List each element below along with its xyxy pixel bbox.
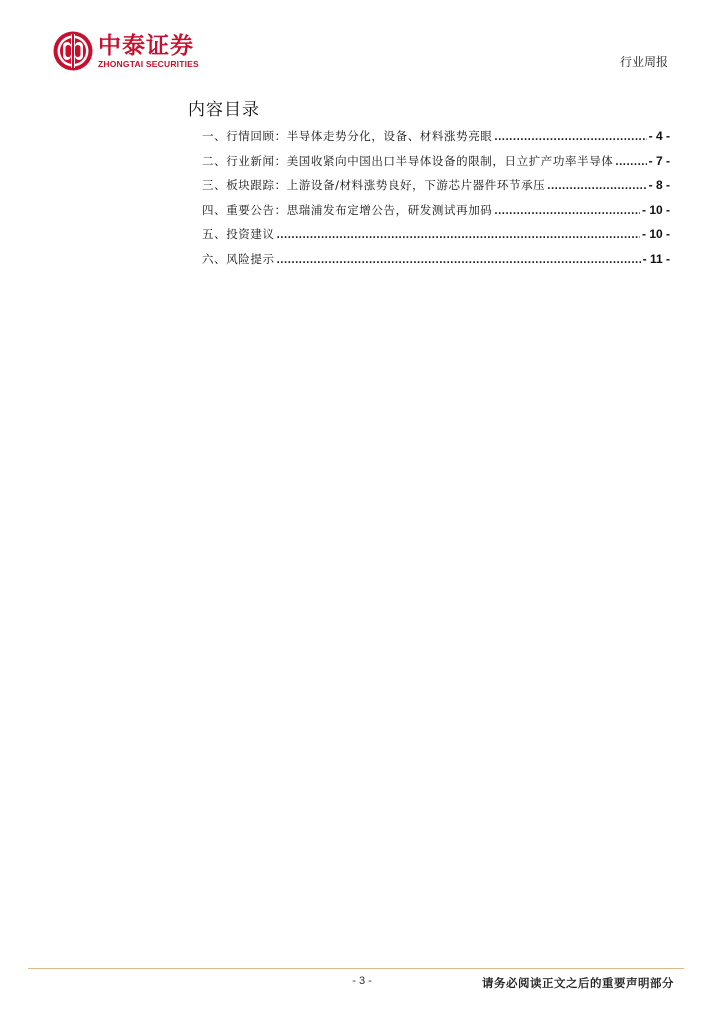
- toc-title: 内容目录: [188, 100, 260, 120]
- toc-entry-page[interactable]: - 10 -: [641, 227, 670, 242]
- toc-leader-dots: [277, 254, 641, 266]
- toc-entry-page[interactable]: - 7 -: [648, 153, 670, 168]
- logo-english-name: ZHONGTAI SECURITIES: [98, 59, 199, 69]
- toc-entry-page[interactable]: - 4 -: [648, 129, 670, 143]
- logo-chinese-name: 中泰证券: [98, 33, 194, 59]
- page-number: - 3 -: [352, 975, 372, 987]
- toc-entry[interactable]: [202, 153, 670, 178]
- table-of-contents: [202, 128, 670, 276]
- report-type-label: 行业周报: [619, 55, 668, 69]
- toc-leader-dots: [547, 180, 646, 192]
- toc-entry[interactable]: [202, 226, 670, 251]
- company-logo: [52, 30, 199, 72]
- toc-entry[interactable]: [202, 251, 670, 276]
- toc-leader-dots: [277, 229, 640, 241]
- toc-entry-label[interactable]: 五、投资建议: [202, 227, 275, 242]
- toc-entry-label[interactable]: 四、重要公告：思瑞浦发布定增公告，研发测试再加码: [202, 202, 493, 217]
- footer-divider: [28, 968, 684, 969]
- toc-entry-label[interactable]: 六、风险提示: [202, 251, 275, 266]
- toc-entry[interactable]: [202, 128, 670, 153]
- zhongtai-logo-icon: [52, 30, 94, 72]
- toc-entry-label[interactable]: 一、行情回顾：半导体走势分化，设备、材料涨势亮眼: [202, 129, 493, 143]
- toc-entry-page[interactable]: - 8 -: [648, 178, 670, 193]
- toc-entry-page[interactable]: - 10 -: [641, 202, 670, 217]
- toc-entry-page[interactable]: - 11 -: [642, 251, 670, 266]
- footer-disclaimer: 请务必阅读正文之后的重要声明部分: [482, 976, 674, 990]
- toc-entry-label[interactable]: 三、板块跟踪：上游设备/材料涨势良好，下游芯片器件环节承压: [202, 178, 546, 193]
- toc-leader-dots: [615, 156, 646, 168]
- toc-entry[interactable]: [202, 177, 670, 202]
- toc-leader-dots: [494, 205, 640, 217]
- toc-entry-label[interactable]: 二、行业新闻：美国收紧向中国出口半导体设备的限制，日立扩产功率半导体: [202, 153, 614, 168]
- toc-entry[interactable]: [202, 202, 670, 227]
- toc-leader-dots: [494, 131, 646, 143]
